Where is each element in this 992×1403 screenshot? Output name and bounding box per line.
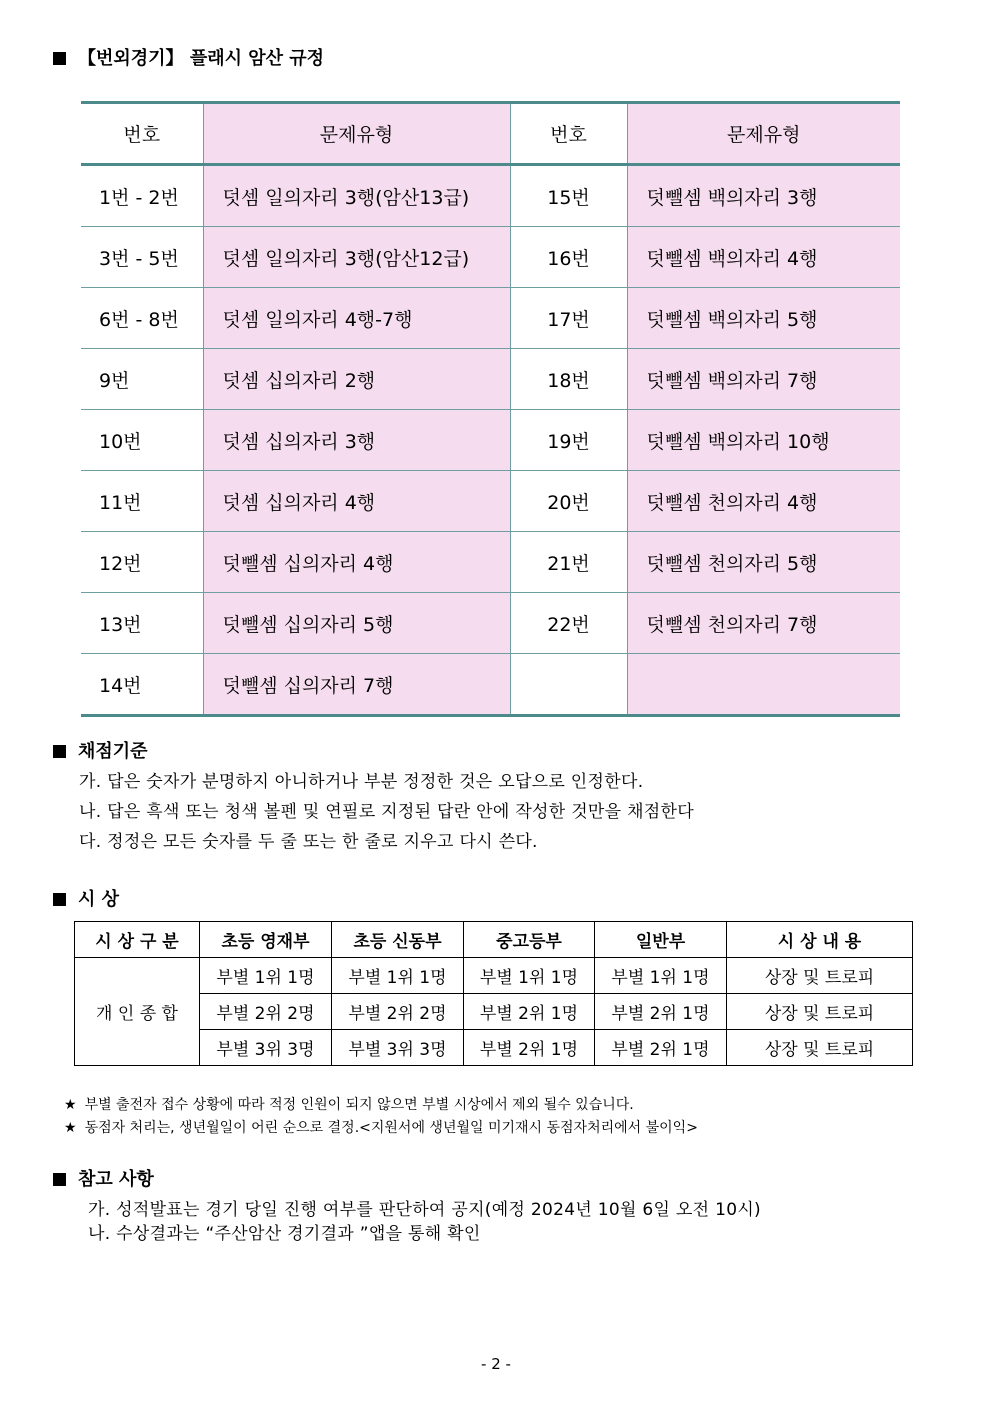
- row-type-right: 덧뺄셈 백의자리 10행: [627, 410, 900, 471]
- row-type-right: 덧뺄셈 천의자리 4행: [627, 471, 900, 532]
- row-number-left: 9번: [81, 349, 203, 410]
- table-row: [81, 349, 900, 410]
- table-row: [81, 227, 900, 288]
- page-title: [53, 44, 324, 70]
- award-cell: 부별 2위 1명: [464, 994, 595, 1030]
- row-type-left: 덧셈 십의자리 2행: [203, 349, 510, 410]
- header-type-1: 문제유형: [203, 103, 510, 165]
- table-row: [81, 471, 900, 532]
- row-type-right: [627, 654, 900, 716]
- scoring-item: 나. 답은 흑색 또는 청색 볼펜 및 연필로 지정된 답란 안에 작성한 것만을 채점한다: [79, 802, 694, 822]
- award-cell: 부별 3위 3명: [200, 1030, 332, 1066]
- row-number-left: 10번: [81, 410, 203, 471]
- header-number-2: 번호: [510, 103, 627, 165]
- note-line: [64, 1094, 634, 1114]
- award-row: [75, 958, 913, 994]
- row-number-right: 16번: [510, 227, 627, 288]
- scoring-item: 다. 정정은 모든 숫자를 두 줄 또는 한 줄로 지우고 다시 쓴다.: [79, 832, 538, 852]
- award-title-text: 시 상: [78, 889, 120, 910]
- reference-section-title: [53, 1165, 154, 1191]
- square-bullet-icon: [53, 52, 66, 65]
- award-cell: 상장 및 트로피: [727, 958, 913, 994]
- row-type-left: 덧뺄셈 십의자리 7행: [203, 654, 510, 716]
- scoring-title-text: 채점기준: [78, 741, 148, 762]
- note-text: 부별 출전자 접수 상황에 따라 적정 인원이 되지 않으면 부별 시상에서 제외 될수 있습니다.: [84, 1097, 634, 1113]
- table-row: [81, 165, 900, 227]
- award-header: 시 상 구 분: [75, 922, 200, 958]
- award-cell: 부별 2위 1명: [595, 1030, 727, 1066]
- row-type-left: 덧셈 일의자리 3행(암산12급): [203, 227, 510, 288]
- row-number-right: 18번: [510, 349, 627, 410]
- header-type-2: 문제유형: [627, 103, 900, 165]
- problem-type-table: [81, 101, 900, 717]
- row-type-right: 덧뺄셈 백의자리 4행: [627, 227, 900, 288]
- square-bullet-icon: [53, 893, 66, 906]
- award-section-title: [53, 885, 119, 911]
- table-row: [81, 593, 900, 654]
- reference-item: 가. 성적발표는 경기 당일 진행 여부를 판단하여 공지(예정 2024년 10월 6일 오전 10시): [88, 1200, 761, 1220]
- table-row: [81, 288, 900, 349]
- row-type-left: 덧뺄셈 십의자리 4행: [203, 532, 510, 593]
- award-row: [75, 994, 913, 1030]
- award-cell: 부별 1위 1명: [200, 958, 332, 994]
- row-number-right: 15번: [510, 165, 627, 227]
- table-row: [81, 654, 900, 716]
- table-header-row: [81, 103, 900, 165]
- row-number-right: 20번: [510, 471, 627, 532]
- star-icon: ★: [64, 1120, 77, 1136]
- row-type-left: 덧뺄셈 십의자리 5행: [203, 593, 510, 654]
- award-cell: 부별 2위 2명: [200, 994, 332, 1030]
- row-type-left: 덧셈 일의자리 4행-7행: [203, 288, 510, 349]
- note-line: [64, 1117, 698, 1137]
- row-number-left: 1번 - 2번: [81, 165, 203, 227]
- reference-title-text: 참고 사항: [78, 1169, 154, 1190]
- award-header: 일반부: [595, 922, 727, 958]
- row-number-right: 21번: [510, 532, 627, 593]
- scoring-item: 가. 답은 숫자가 분명하지 아니하거나 부분 정정한 것은 오답으로 인정한다.: [79, 772, 644, 792]
- row-number-right: [510, 654, 627, 716]
- row-type-right: 덧뺄셈 백의자리 5행: [627, 288, 900, 349]
- row-type-left: 덧셈 일의자리 3행(암산13급): [203, 165, 510, 227]
- award-header: 중고등부: [464, 922, 595, 958]
- row-number-left: 12번: [81, 532, 203, 593]
- page-number: - 2 -: [481, 1355, 511, 1373]
- table-row: [81, 410, 900, 471]
- award-header-row: [75, 922, 913, 958]
- row-number-right: 17번: [510, 288, 627, 349]
- award-cell: 상장 및 트로피: [727, 994, 913, 1030]
- award-header: 초등 영재부: [200, 922, 332, 958]
- star-icon: ★: [64, 1097, 77, 1113]
- row-type-right: 덧뺄셈 천의자리 7행: [627, 593, 900, 654]
- row-number-left: 11번: [81, 471, 203, 532]
- award-header: 시 상 내 용: [727, 922, 913, 958]
- row-type-left: 덧셈 십의자리 4행: [203, 471, 510, 532]
- award-cell: 부별 2위 2명: [332, 994, 464, 1030]
- award-cell: 상장 및 트로피: [727, 1030, 913, 1066]
- reference-item: 나. 수상결과는 “주산암산 경기결과 ”앱을 통해 확인: [88, 1224, 481, 1244]
- scoring-section-title: [53, 737, 148, 763]
- row-type-right: 덧뺄셈 백의자리 3행: [627, 165, 900, 227]
- row-number-right: 22번: [510, 593, 627, 654]
- header-number-1: 번호: [81, 103, 203, 165]
- table-row: [81, 532, 900, 593]
- row-type-left: 덧셈 십의자리 3행: [203, 410, 510, 471]
- square-bullet-icon: [53, 1173, 66, 1186]
- row-number-right: 19번: [510, 410, 627, 471]
- award-cell: 부별 1위 1명: [332, 958, 464, 994]
- award-row: [75, 1030, 913, 1066]
- row-type-right: 덧뺄셈 천의자리 5행: [627, 532, 900, 593]
- row-number-left: 14번: [81, 654, 203, 716]
- row-type-right: 덧뺄셈 백의자리 7행: [627, 349, 900, 410]
- award-cell: 부별 1위 1명: [464, 958, 595, 994]
- page-title-text: 【번외경기】 플래시 암산 규정: [78, 48, 325, 69]
- award-table: [74, 921, 913, 1066]
- square-bullet-icon: [53, 745, 66, 758]
- award-cell: 부별 3위 3명: [332, 1030, 464, 1066]
- award-cell: 부별 2위 1명: [595, 994, 727, 1030]
- award-cell: 부별 2위 1명: [464, 1030, 595, 1066]
- award-cell: 부별 1위 1명: [595, 958, 727, 994]
- award-header: 초등 신동부: [332, 922, 464, 958]
- row-number-left: 3번 - 5번: [81, 227, 203, 288]
- row-number-left: 6번 - 8번: [81, 288, 203, 349]
- note-text: 동점자 처리는, 생년월일이 어린 순으로 결정.<지원서에 생년월일 미기재시 동점자처리에서 불이익>: [84, 1120, 698, 1136]
- award-category: 개 인 종 합: [75, 958, 200, 1066]
- row-number-left: 13번: [81, 593, 203, 654]
